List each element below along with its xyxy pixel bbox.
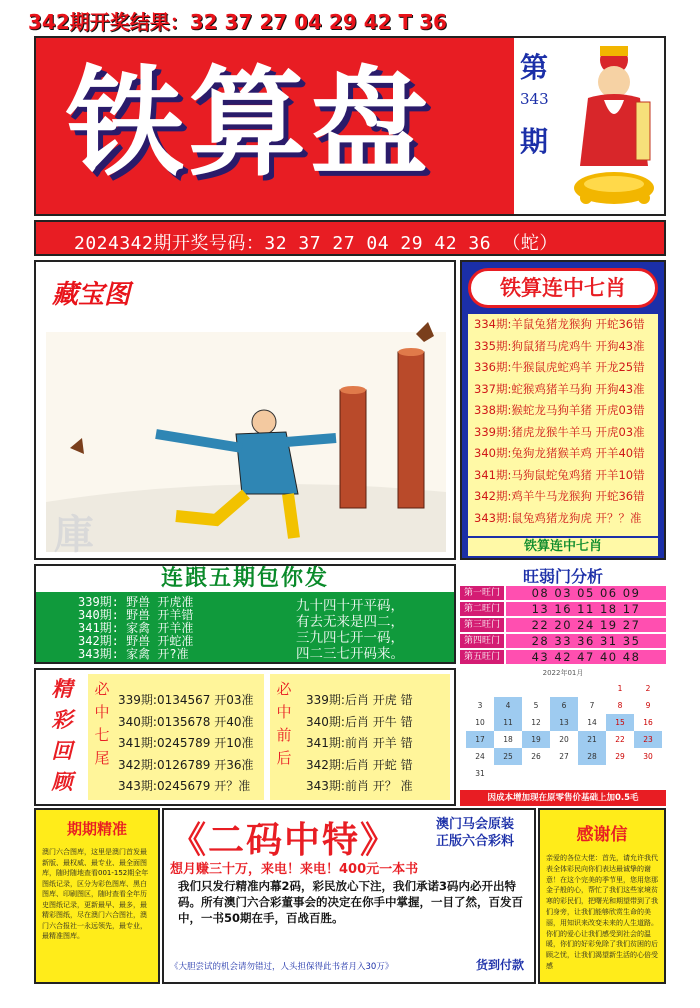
tail-review-label	[90, 678, 114, 770]
kungfu-illustration	[36, 262, 454, 558]
calendar-day: 9	[645, 701, 651, 710]
calendar-day	[550, 765, 578, 782]
calendar-row	[466, 697, 662, 714]
calendar-day	[522, 680, 550, 697]
calendar-day	[606, 765, 634, 782]
bottom-section	[34, 808, 666, 984]
review-side-char: 顾	[51, 770, 73, 794]
seven-zodiac-list	[468, 314, 658, 536]
masthead	[34, 36, 666, 216]
calendar-day: 8	[617, 701, 623, 710]
calendar-row	[466, 748, 662, 765]
door-analysis-box	[460, 564, 666, 664]
calendar-day: 20	[559, 735, 569, 744]
calendar-day	[634, 765, 662, 782]
list-item: 342期:鸡羊牛马龙猴狗 开蛇36错	[474, 489, 645, 503]
list-item: 339期:猪虎龙猴牛羊马 开虎03准	[474, 424, 645, 439]
five-period-header	[36, 566, 454, 592]
list-item: 341期:前肖 开羊 错	[306, 736, 413, 750]
calendar	[460, 668, 666, 786]
door-numbers: 28 33 36 31 35	[506, 634, 666, 648]
list-item: 338期:猴蛇龙马狗羊猪 开虎03错	[474, 403, 645, 417]
list-item: 341期:0245789 开10准	[118, 736, 254, 750]
calendar-day: 24	[475, 752, 485, 761]
seven-zodiac-box	[460, 260, 666, 560]
seven-zodiac-header	[468, 268, 658, 308]
two-code-card	[162, 808, 536, 984]
issue-column	[516, 38, 562, 214]
price-notice-text: 因成本增加现在原零售价基础上加0.5毛	[487, 793, 639, 803]
five-period-poem	[296, 598, 404, 662]
masthead-title: 铁算盘	[66, 54, 433, 192]
door-numbers: 22 20 24 19 27	[506, 618, 666, 632]
five-period-box	[34, 564, 456, 664]
front-back-review-label	[272, 678, 296, 770]
calendar-day: 21	[578, 731, 606, 748]
calendar-day: 18	[503, 735, 513, 744]
door-numbers: 13 16 11 18 17	[506, 602, 666, 616]
vert-char: 必	[94, 680, 110, 698]
door-row	[460, 634, 666, 648]
top-result-text: 342期开奖结果：32 37 27 04 29 42 T 36	[28, 10, 447, 34]
two-code-body: 我们只发行精准内幕2码，彩民放心下注，我们承诺3码内必开出特码。所有澳门六合彩董事会的决定在你手中掌握，一目了然，百发百中，一书50期在手，百战百胜。	[178, 879, 523, 925]
tail-review-block	[88, 674, 264, 800]
calendar-row	[466, 680, 662, 697]
calendar-day: 26	[531, 752, 541, 761]
door-label: 第五旺门	[460, 650, 504, 664]
calendar-row	[466, 765, 662, 782]
door-analysis-title: 旺弱门分析	[522, 567, 603, 586]
svg-text:庫: 庫	[54, 512, 94, 558]
calendar-day: 11	[494, 714, 522, 731]
calendar-day	[494, 680, 522, 697]
five-period-title: 连跟五期包你发	[160, 566, 329, 591]
side-line: 澳门马会原装	[436, 817, 515, 832]
calendar-title: 2022年01月	[542, 669, 584, 677]
door-row	[460, 650, 666, 664]
list-item: 341期:马狗鼠蛇兔鸡猪 开羊10错	[474, 467, 645, 482]
price-notice	[460, 790, 666, 806]
calendar-day	[522, 765, 550, 782]
door-row	[460, 586, 666, 600]
calendar-day: 12	[531, 718, 541, 727]
two-code-slogan: 想月赚三十万，来电！来电！400元一本书	[170, 862, 419, 877]
thanks-card	[538, 808, 666, 984]
review-side-char: 回	[51, 739, 73, 763]
review-side-char: 彩	[51, 708, 73, 732]
issue-prefix: 第	[520, 51, 549, 84]
five-period-list	[78, 596, 193, 661]
issue-suffix: 期	[520, 125, 549, 158]
calendar-day: 19	[522, 731, 550, 748]
list-item: 340期: 野兽 开羊错	[78, 608, 194, 622]
review-side-title	[40, 674, 84, 800]
calendar-day: 6	[550, 697, 578, 714]
calendar-day: 5	[533, 701, 539, 710]
calendar-day	[466, 680, 494, 697]
calendar-day: 14	[587, 718, 597, 727]
list-item: 339期:后肖 开虎 错	[306, 693, 413, 707]
calendar-day: 13	[550, 714, 578, 731]
two-code-footnote: 《大胆尝试的机会请勿错过，人头担保得此书者月入30万》	[170, 962, 394, 972]
list-item: 337期:蛇猴鸡猪羊马狗 开狗43准	[474, 381, 645, 396]
issue-number: 343	[520, 90, 549, 108]
vert-char: 必	[276, 680, 292, 698]
calendar-day: 28	[578, 748, 606, 765]
thanks-title: 感谢信	[576, 825, 628, 845]
list-item: 341期: 家禽 开羊准	[78, 621, 194, 635]
fortune-god-illustration	[566, 38, 664, 214]
tail-review-list	[118, 690, 253, 798]
calendar-day: 31	[475, 769, 485, 778]
calendar-day: 2	[645, 684, 651, 693]
calendar-day: 22	[615, 735, 625, 744]
poem-line: 三九四七开一码，	[296, 630, 404, 646]
accuracy-title: 期期精准	[66, 820, 127, 838]
open-number-strip	[34, 220, 666, 256]
list-item: 335期:狗鼠猪马虎鸡牛 开狗43准	[474, 338, 645, 353]
seven-zodiac-title: 铁算连中七肖	[500, 276, 626, 300]
vert-char: 中	[276, 703, 292, 721]
vert-char: 尾	[94, 749, 110, 767]
calendar-day: 23	[634, 731, 662, 748]
list-item: 342期:0126789 开36准	[118, 757, 254, 772]
calendar-day: 30	[643, 752, 653, 761]
list-item: 342期: 野兽 开蛇准	[78, 634, 194, 648]
list-item: 343期:鼠兔鸡猪龙狗虎 开？？准	[474, 510, 642, 525]
thanks-text: 亲爱的各位大佬：首先，请允许我代表全体彩民向你们表达最诚挚的谢意！在这个完美的季节里，您用您那金子般的心，帮忙了我们这些家境贫寒的彩民们，把曙光和期望带到了我们身旁，让我们能够欣赏生命的美丽，用知识来改变未来的人生道路。你们的爱心让我们感受到社会的温暖，你们的好彩免除了我们贫困的后顾之忧，让我们渴望新生活的心倍受感	[546, 854, 658, 970]
two-code-side	[436, 816, 514, 850]
door-label: 第四旺门	[460, 634, 504, 648]
cash-on-delivery: 货到付款	[476, 958, 525, 972]
list-item: 343期:0245679 开？准	[118, 779, 251, 793]
title-panel	[36, 38, 514, 214]
list-item: 340期:后肖 开牛 错	[306, 714, 413, 729]
two-code-title: 《二码中特》	[170, 820, 399, 861]
poem-line: 九十四十开平码，	[296, 598, 404, 614]
calendar-day: 29	[615, 752, 625, 761]
calendar-day: 4	[494, 697, 522, 714]
vert-char: 七	[94, 726, 110, 744]
top-result-bar	[0, 0, 700, 36]
calendar-day: 17	[466, 731, 494, 748]
door-row	[460, 618, 666, 632]
calendar-day: 15	[606, 714, 634, 731]
accuracy-card	[34, 808, 160, 984]
poem-line: 有去无来是四二，	[296, 614, 404, 630]
list-item: 343期: 家禽 开?准	[78, 647, 189, 661]
calendar-row	[466, 731, 662, 748]
list-item: 340期:兔狗龙猪猴羊鸡 开羊40错	[474, 446, 645, 460]
door-numbers: 08 03 05 06 09	[506, 586, 666, 600]
seven-zodiac-footer: 铁算连中七肖	[468, 538, 658, 556]
calendar-day: 3	[477, 701, 483, 710]
calendar-day: 10	[475, 718, 485, 727]
list-item: 339期:0134567 开03准	[118, 693, 254, 707]
calendar-day	[578, 680, 606, 697]
vert-char: 前	[276, 726, 292, 744]
calendar-day: 16	[643, 718, 653, 727]
review-box	[34, 668, 456, 806]
calendar-day	[550, 680, 578, 697]
calendar-day: 27	[559, 752, 569, 761]
side-line: 正版六合彩料	[436, 834, 515, 849]
review-side-char: 精	[51, 677, 73, 701]
front-back-review-block	[270, 674, 450, 800]
list-item: 334期:羊鼠兔猪龙猴狗 开蛇36错	[474, 317, 645, 331]
picture-label: 藏宝图	[52, 280, 131, 310]
calendar-day	[578, 765, 606, 782]
door-label: 第一旺门	[460, 586, 504, 600]
door-numbers: 43 42 47 40 48	[506, 650, 666, 664]
calendar-row	[466, 714, 662, 731]
calendar-day: 1	[617, 684, 623, 693]
open-number-text: 2024342期开奖号码：32 37 27 04 29 42 36 （蛇）	[74, 233, 558, 254]
vert-char: 中	[94, 703, 110, 721]
list-item: 343期:前肖 开？ 准	[306, 779, 413, 793]
poem-line: 四二三七开码来。	[296, 646, 404, 662]
list-item: 336期:牛猴鼠虎蛇鸡羊 开龙25错	[474, 360, 645, 374]
vert-char: 后	[276, 749, 292, 767]
door-label: 第二旺门	[460, 602, 504, 616]
list-item: 340期:0135678 开40准	[118, 714, 254, 729]
front-back-review-list	[306, 690, 413, 798]
door-row	[460, 602, 666, 616]
calendar-day	[494, 765, 522, 782]
calendar-grid	[466, 680, 662, 782]
accuracy-text: 澳门六合图库，这里是澳门首发最新版、最权威、最专业、最全面图库，随时随地查看001-152期全年图纸记录，区分为彩色图库、黑白图库、印刷图区，随时查看全年历史图纸记录，更新最早、最多，最精彩图纸，尽在澳门六合图社，澳门六合报社一永远领先，最专业，最精准图库。	[42, 848, 149, 940]
list-item: 339期: 野兽 开虎准	[78, 595, 194, 609]
door-label: 第三旺门	[460, 618, 504, 632]
calendar-day: 7	[589, 701, 595, 710]
list-item: 342期:后肖 开蛇 错	[306, 757, 413, 772]
calendar-day: 25	[494, 748, 522, 765]
treasure-map-picture	[34, 260, 456, 560]
